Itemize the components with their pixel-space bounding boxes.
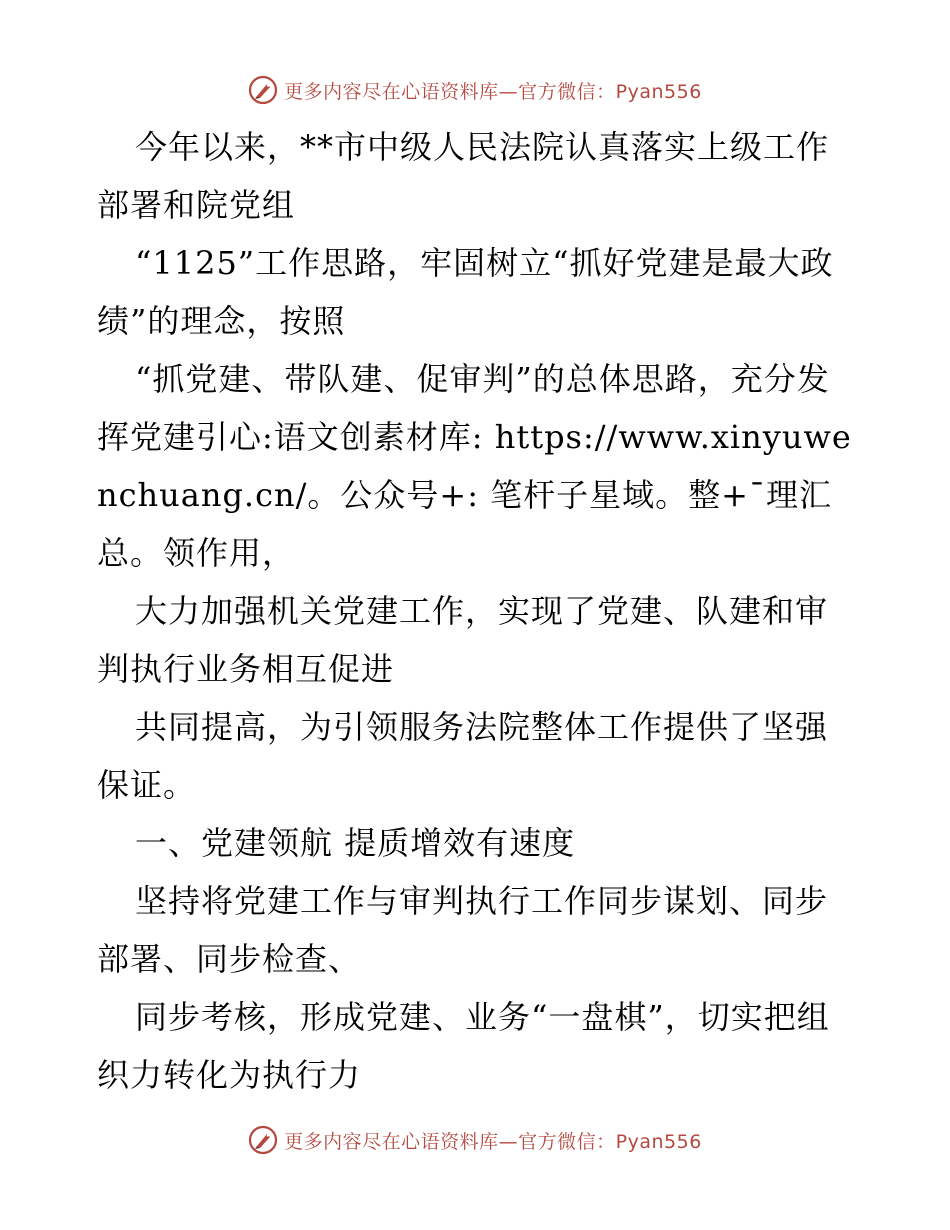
section-heading-1: 一、党建领航 提质增效有速度 — [135, 824, 576, 862]
paragraph-planning: 坚持将党建工作与审判执行工作同步谋划、同步部署、同步检查、 — [97, 882, 829, 978]
paragraph-strengthen: 大力加强机关党建工作，实现了党建、队建和审判执行业务相互促进 — [97, 592, 829, 688]
paragraph-approach: “抓党建、带队建、促审判”的总体思路，充分发挥党建引心:语文创素材库: https://www.xinyuwenchuang.cn/。公众号+: 笔杆子星域。整+¯理汇总。领作用， — [97, 360, 852, 572]
header-watermark-banner — [0, 70, 950, 110]
paragraph-thinking: “1125”工作思路，牢固树立“抓好党建是最大政绩”的理念，按照 — [97, 244, 834, 340]
header-watermark-text: 更多内容尽在心语资料库—官方微信：Pyan556 — [284, 80, 702, 103]
paragraph-assessment: 同步考核，形成党建、业务“一盘棋”，切实把组织力转化为执行力 — [97, 998, 830, 1094]
document-body — [97, 118, 857, 1104]
pen-nib-logo-icon — [248, 75, 278, 105]
footer-watermark-banner — [0, 1120, 950, 1160]
paragraph-guarantee: 共同提高，为引领服务法院整体工作提供了坚强保证。 — [97, 708, 829, 804]
pen-nib-logo-icon — [248, 1125, 278, 1155]
footer-watermark-text: 更多内容尽在心语资料库—官方微信：Pyan556 — [284, 1130, 702, 1153]
paragraph-intro: 今年以来，**市中级人民法院认真落实上级工作部署和院党组 — [97, 128, 830, 224]
